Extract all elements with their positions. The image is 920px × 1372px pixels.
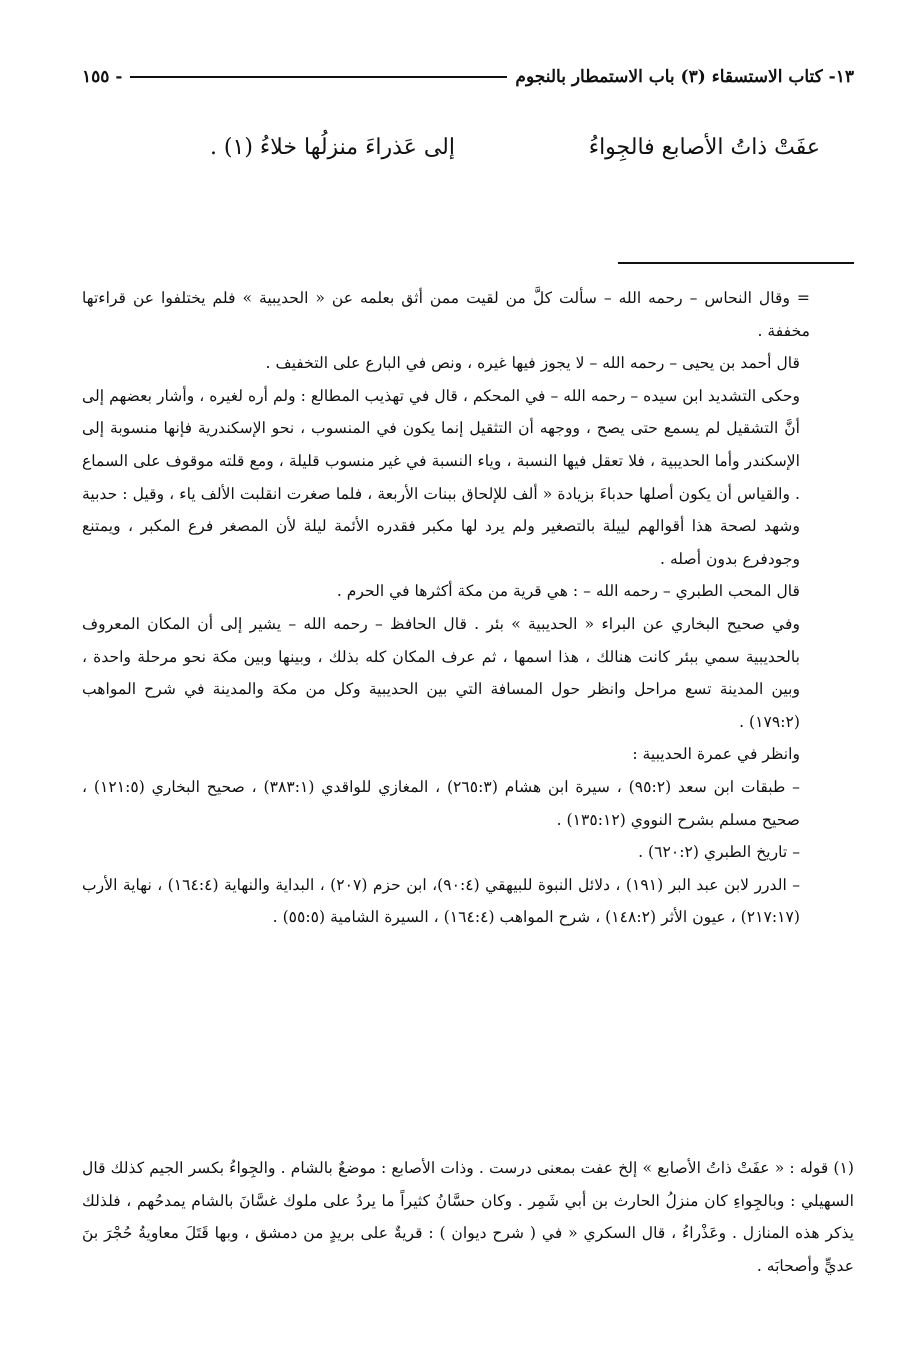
reference-list-item: – طبقات ابن سعد (٩٥:٢) ، سيرة ابن هشام (٢٦٥:٣) ، المغازي للواقدي (٣٨٣:١) ، صحيح البخاري (١٢١:٥) ، صحيح مسلم بشرح النووي (١٣٥:١٢) . — [82, 777, 800, 829]
page-number: - ١٥٥ — [82, 67, 123, 87]
poem-verse — [160, 135, 820, 179]
footnote-divider — [618, 262, 854, 264]
note-paragraph: = وقال النحاس – رحمه الله – سألت كلَّ من لقيت ممن أثق بعلمه عن « الحديبية » فلم يختلفوا عن قراءتها مخففة . — [82, 289, 810, 340]
note-paragraph: وحكى التشديد ابن سيده – رحمه الله – في المحكم ، قال في تهذيب المطالع : ولم أره لغيره ، وأشار بعضهم إلى أنَّ التشقيل لم يسمع حتى يصح ، ووجهه أن التثقيل إنما يكون في المنسوب ، نحو الإسكندرية فإنها منسوبة إلى الإسكندر وأما الحديبية ، فلا تعقل فيها النسبة ، وياء النسبة في غير منسوب قليلة ، ومع قلته موقوف على السماع . والقياس أن يكون أصلها حدباءَ بزيادة « ألف للإلحاق ببنات الأربعة ، فلما صغرت انقلبت الألف ياء ، وقيل : حدبية وشهد لصحة هذا أقوالهم لييلة بالتصغير ولم يرد لها مكبر فقدره الأئمة ليلة لأن المصغر فرع المكبر ، ويمتنع وجودفرع بدون أصله . — [82, 386, 800, 568]
header-rule — [130, 76, 507, 78]
footnote-block — [82, 1152, 854, 1282]
running-header — [82, 62, 854, 92]
footnote-text: (١) قوله : « عفَتْ ذاتُ الأصابع » إلخ عفت بمعنى درست . وذات الأصابع : موضعٌ بالشام . والجِواءُ بكسر الجيم كذلك قال السهيلي : وبالجِواءِ كان منزلُ الحارث بن أبي شَمِر . وكان حسَّانُ كثيراً ما يردُ على ملوك غسَّانَ بالشام يمدحُهم ، فلذلك يذكر هذه المنازل . وعَذْراءُ ، قال السكري « في ( شرح ديوان ) : قريةٌ على بريدٍ من دمشق ، وبها قَتَلَ معاويةُ حُجْرَ بنَ عديٍّ وأصحابَه . — [82, 1159, 854, 1275]
note-paragraph: قال أحمد بن يحيى – رحمه الله – لا يجوز فيها غيره ، ونص في البارع على التخفيف . — [265, 354, 800, 373]
note-paragraph: وفي صحيح البخاري عن البراء « الحديبية » بئر . قال الحافظ – رحمه الله – يشير إلى أن المكان المعروف بالحديبية سمي ببئر كانت هنالك ، هذا اسمها ، ثم عرف المكان كله بذلك ، وبينها وبين مكة نحو مرحلة واحدة ، وبين المدينة تسع مراحل وانظر حول المسافة التي بين الحديبية وكل من مكة والمدينة في شرح المواهب (١٧٩:٢) . — [82, 614, 800, 731]
reference-list-item: – الدرر لابن عبد البر (١٩١) ، دلائل النبوة للبيهقي (٩٠:٤)، ابن حزم (٢٠٧) ، البداية والنهاية (١٦٤:٤) ، نهاية الأرب (٢١٧:١٧) ، عيون الأثر (١٤٨:٢) ، شرح المواهب (١٦٤:٤) ، السيرة الشامية (٥٥:٥) . — [82, 875, 800, 927]
note-paragraph: قال المحب الطبري – رحمه الله – : هي قرية من مكة أكثرها في الحرم . — [336, 582, 800, 601]
notes-block — [82, 282, 810, 934]
chapter-title: ١٣- كتاب الاستسقاء (٣) باب الاستمطار بالنجوم — [515, 67, 854, 87]
reference-list-item: – تاريخ الطبري (٦٢٠:٢) . — [638, 843, 800, 862]
verse-hemistich-second: إلى عَذراءَ منزلُها خلاءُ (١) . — [209, 135, 455, 160]
verse-hemistich-first: عفَتْ ذاتُ الأصابع فالجِواءُ — [588, 135, 820, 160]
note-paragraph: وانظر في عمرة الحديبية : — [632, 745, 800, 764]
